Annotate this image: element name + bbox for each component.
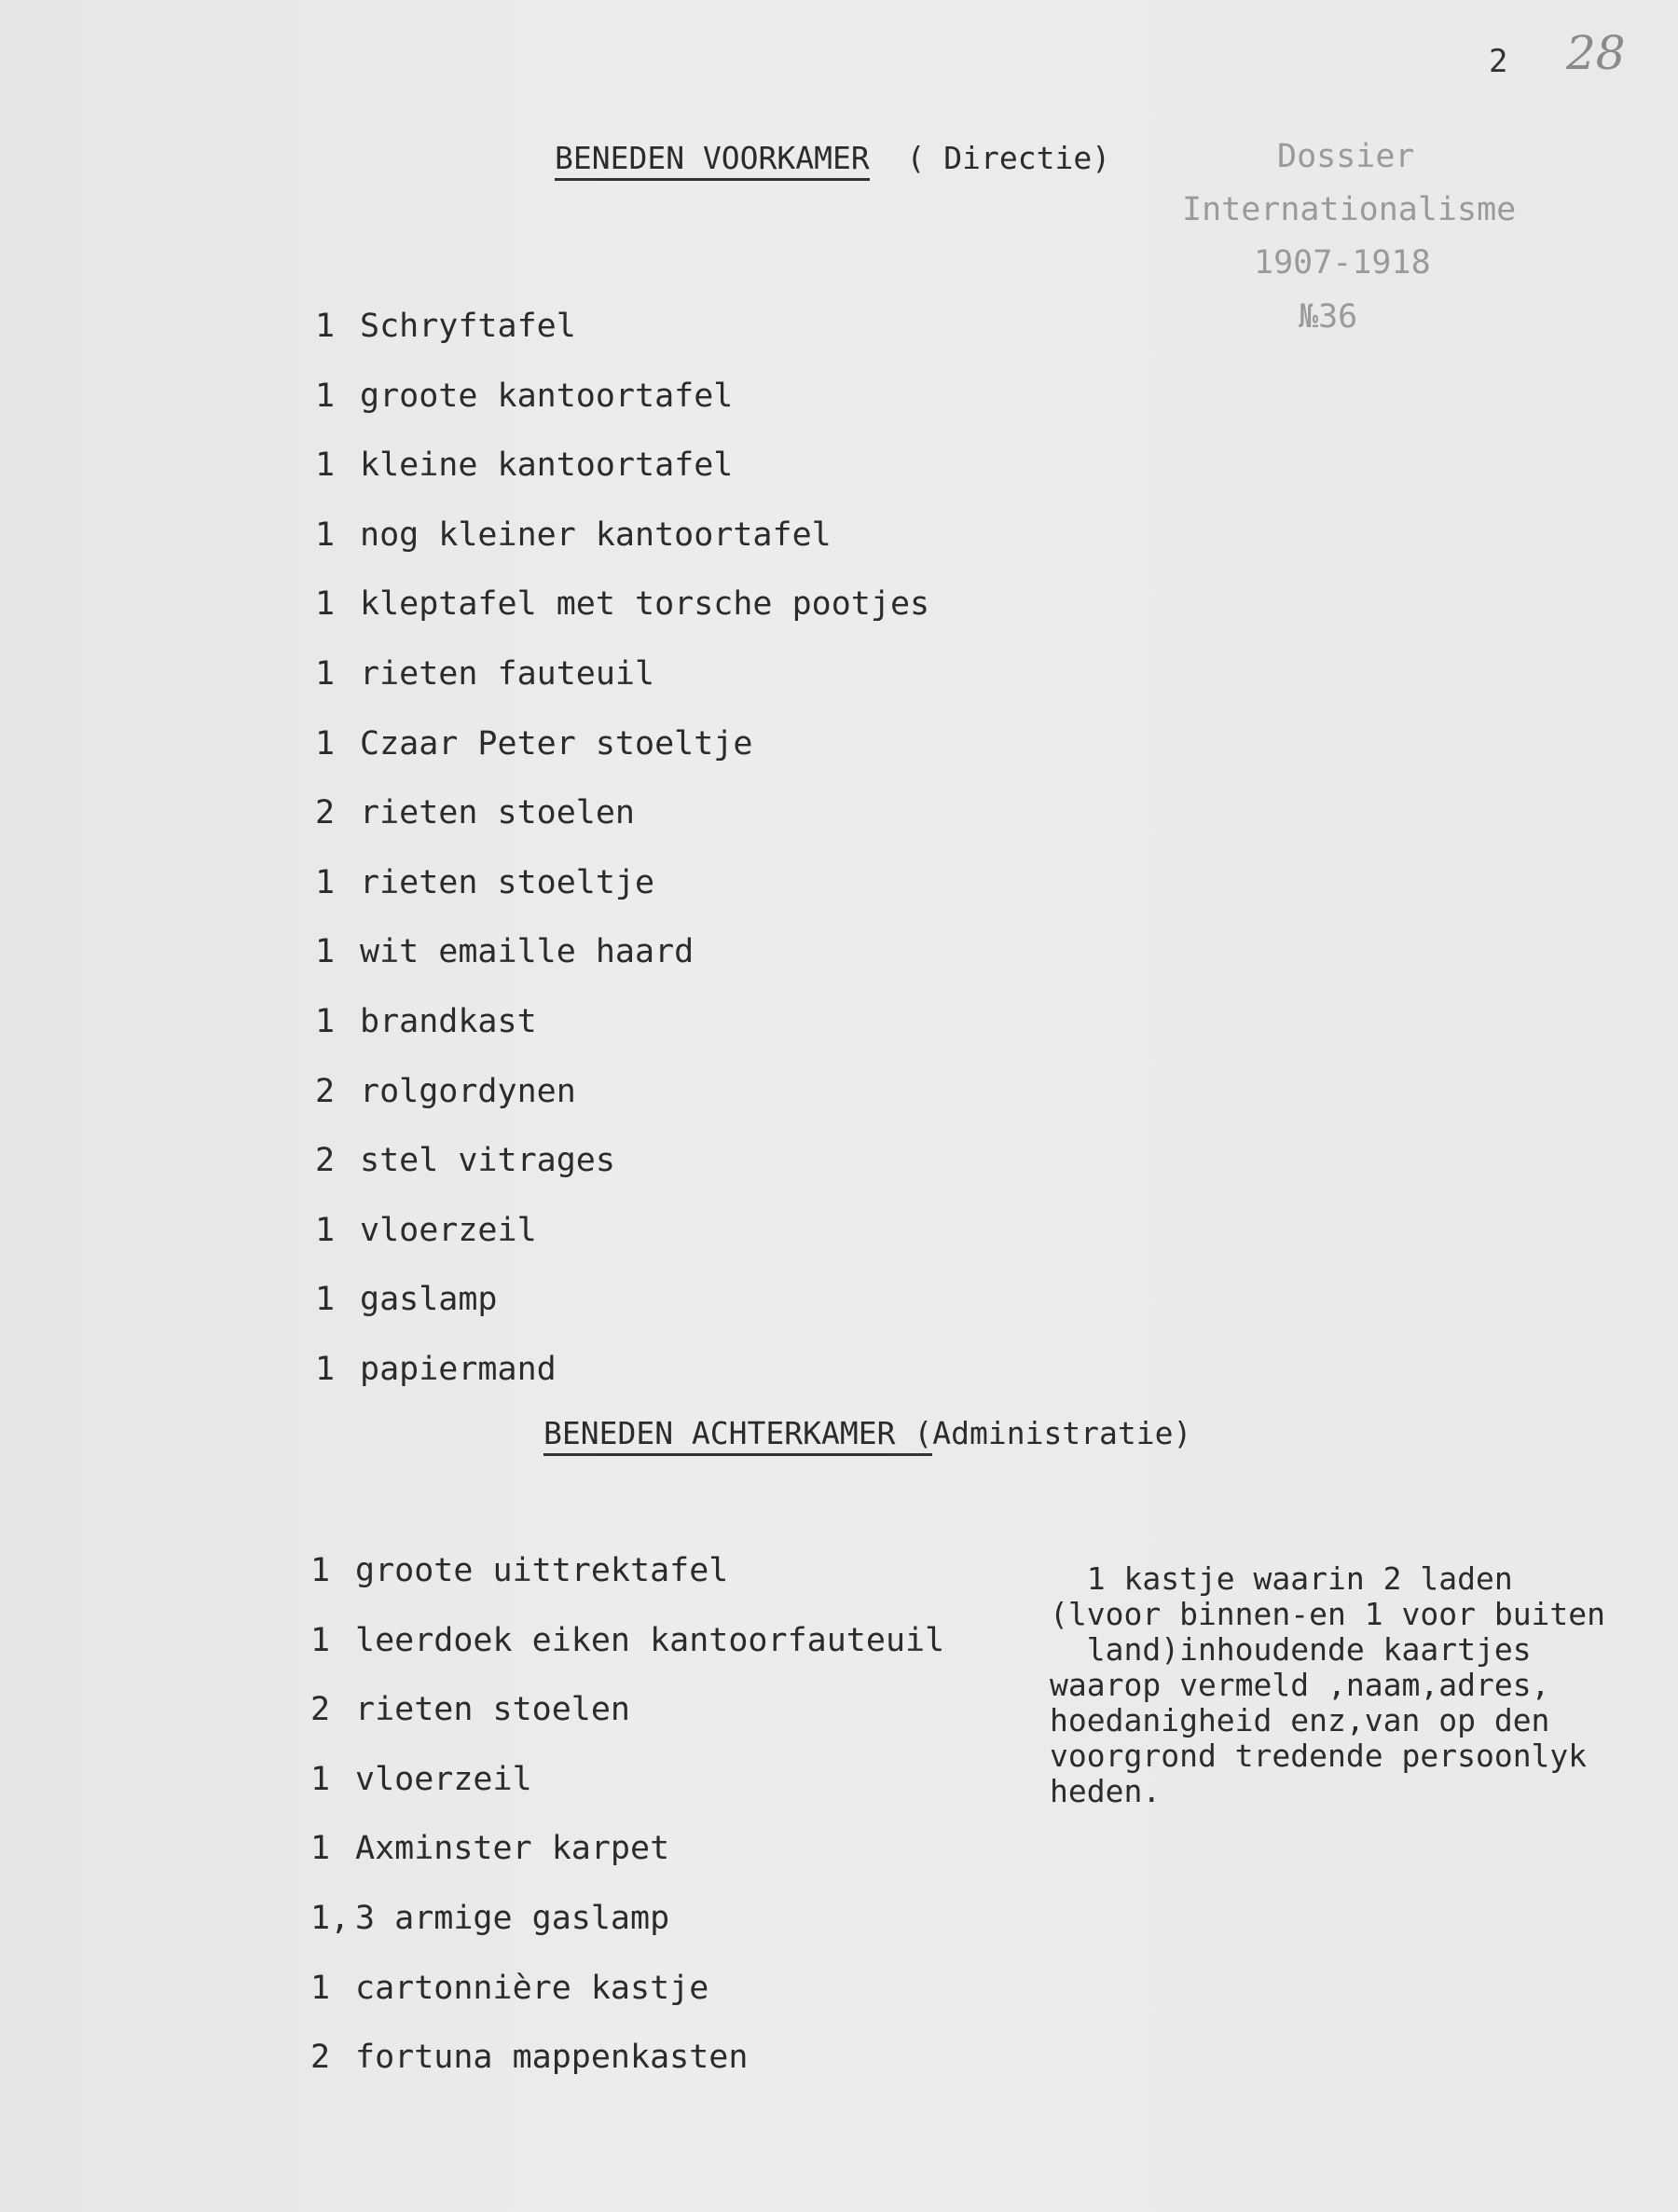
- list-item: [315, 447, 929, 516]
- item-name: Czaar Peter stoeltje: [360, 724, 753, 763]
- item-name: leerdoek eiken kantoorfauteuil: [355, 1621, 945, 1659]
- list-item: [310, 1761, 944, 1831]
- item-quantity: 1: [315, 863, 336, 901]
- handwritten-mark: 28: [1566, 26, 1626, 80]
- item-name: stel vitrages: [360, 1142, 615, 1180]
- section-subtitle: ( Directie): [906, 140, 1111, 176]
- item-name: wit emaille haard: [360, 933, 695, 971]
- archive-stamp-line-1: Dossier: [1277, 138, 1415, 175]
- section-title: BENEDEN VOORKAMER: [555, 140, 870, 181]
- list-item: [310, 1622, 944, 1692]
- item-quantity: 1: [315, 447, 336, 485]
- item-name: brandkast: [360, 1002, 537, 1040]
- list-item: [315, 725, 929, 795]
- item-name: rolgordynen: [360, 1072, 576, 1110]
- item-name: papiermand: [360, 1350, 557, 1388]
- item-quantity: 2: [310, 2039, 331, 2077]
- list-item: [315, 1212, 929, 1282]
- page-number: 2: [1489, 43, 1508, 80]
- list-item: [315, 655, 929, 725]
- item-name: vloerzeil: [360, 1211, 537, 1249]
- archive-stamp-line-2: Internationalisme: [1182, 191, 1517, 228]
- list-item: [310, 1900, 944, 1970]
- section-title: BENEDEN ACHTERKAMER (: [543, 1415, 932, 1456]
- item-quantity: 1,: [310, 1899, 351, 1937]
- item-name: rieten fauteuil: [360, 654, 655, 693]
- item-quantity: 1: [310, 1830, 331, 1868]
- item-name: groote uittrektafel: [355, 1552, 729, 1589]
- section-heading-voorkamer: [555, 140, 1110, 176]
- item-quantity: 1: [315, 1002, 336, 1040]
- list-item: [315, 1281, 929, 1351]
- item-quantity: 1: [310, 1760, 331, 1798]
- item-name: groote kantoortafel: [360, 377, 734, 415]
- archive-stamp-line-4: №36: [1299, 298, 1358, 336]
- list-item: [315, 1142, 929, 1212]
- list-item: [310, 1552, 944, 1622]
- side-note: 1 kastje waarin 2 laden (lvoor binnen-en 1 voor buiten land)inhoudende kaartjes waarop vermeld ,naam,adres, hoedanigheid enz,van op den voorgrond tredende persoonlyk heden.: [1050, 1560, 1606, 1809]
- item-name: nog kleiner kantoortafel: [360, 515, 832, 554]
- item-name: Axminster karpet: [355, 1830, 670, 1868]
- list-item: [315, 378, 929, 447]
- item-quantity: 1: [315, 515, 336, 554]
- item-quantity: 2: [315, 794, 336, 832]
- item-name: fortuna mappenkasten: [355, 2039, 749, 2077]
- list-item: [310, 1830, 944, 1900]
- item-name: kleine kantoortafel: [360, 447, 734, 485]
- item-quantity: 2: [310, 1691, 331, 1729]
- item-quantity: 1: [315, 585, 336, 624]
- item-quantity: 1: [310, 1969, 331, 2007]
- list-item: [315, 794, 929, 864]
- item-quantity: 1: [315, 1211, 336, 1249]
- item-quantity: 1: [310, 1552, 331, 1589]
- list-item: [315, 585, 929, 655]
- section-heading-achterkamer: [543, 1415, 1191, 1451]
- item-name: gaslamp: [360, 1281, 498, 1319]
- item-quantity: 1: [315, 308, 336, 345]
- list-item: [315, 1351, 929, 1421]
- list-item: [315, 1003, 929, 1073]
- item-name: kleptafel met torsche pootjes: [360, 585, 930, 624]
- list-item: [315, 1073, 929, 1143]
- item-quantity: 1: [315, 724, 336, 763]
- list-item: [315, 864, 929, 934]
- item-name: 3 armige gaslamp: [355, 1899, 670, 1937]
- list-item: [315, 516, 929, 586]
- inventory-list-achterkamer: [310, 1552, 944, 2109]
- item-quantity: 1: [310, 1621, 331, 1659]
- list-item: [310, 1691, 944, 1761]
- item-name: rieten stoeltje: [360, 863, 655, 901]
- item-quantity: 1: [315, 377, 336, 415]
- item-quantity: 1: [315, 654, 336, 693]
- item-quantity: 2: [315, 1142, 336, 1180]
- list-item: [315, 933, 929, 1003]
- section-subtitle: Administratie): [932, 1415, 1192, 1451]
- list-item: [315, 308, 929, 378]
- item-quantity: 1: [315, 1281, 336, 1319]
- item-name: vloerzeil: [355, 1760, 532, 1798]
- list-item: [310, 2039, 944, 2109]
- item-name: rieten stoelen: [360, 794, 636, 832]
- item-name: cartonnière kastje: [355, 1969, 709, 2007]
- item-name: Schryftafel: [360, 308, 576, 345]
- archive-stamp-line-3: 1907-1918: [1254, 244, 1431, 282]
- inventory-list-voorkamer: [315, 308, 929, 1421]
- item-quantity: 2: [315, 1072, 336, 1110]
- item-quantity: 1: [315, 933, 336, 971]
- item-name: rieten stoelen: [355, 1691, 631, 1729]
- item-quantity: 1: [315, 1350, 336, 1388]
- list-item: [310, 1970, 944, 2040]
